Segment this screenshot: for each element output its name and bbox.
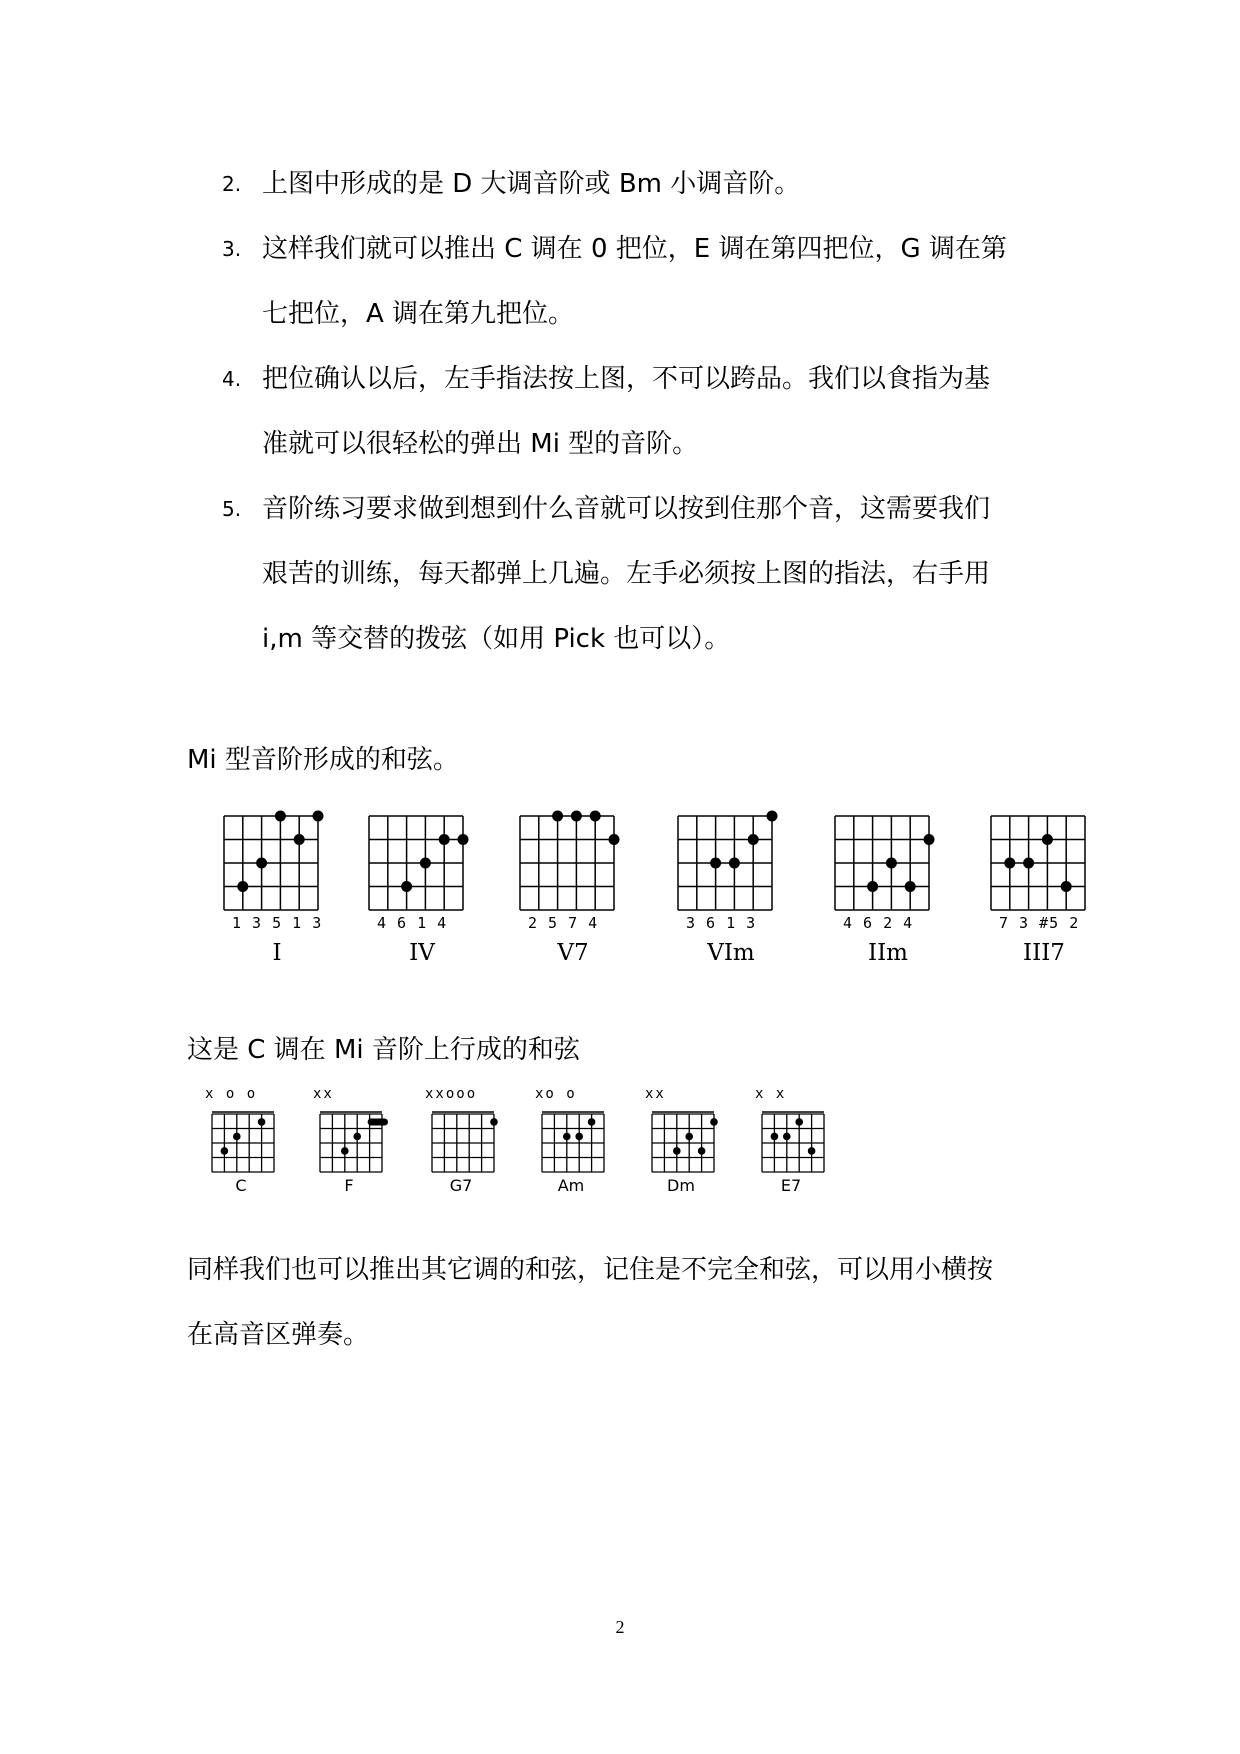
finger-dot	[552, 811, 563, 822]
finger-dot	[313, 811, 324, 822]
chord-name: Dm	[667, 1176, 695, 1195]
list-text: i,m 等交替的拨弦（如用 Pick 也可以）。	[262, 624, 731, 654]
chord-name: G7	[449, 1176, 473, 1195]
finger-dot	[490, 1118, 498, 1126]
roman-numeral: VIm	[707, 940, 755, 966]
finger-dot	[1023, 858, 1034, 869]
chord-diagram	[367, 814, 465, 912]
finger-dot	[275, 811, 286, 822]
chord-diagram	[222, 814, 320, 912]
finger-dot	[258, 1118, 266, 1126]
string-marks: xo o	[535, 1086, 577, 1102]
finger-dot	[294, 834, 305, 845]
chord-name: Am	[557, 1176, 585, 1195]
heading-c-chords: 这是 C 调在 Mi 音阶上行成的和弦	[187, 1035, 580, 1065]
fretboard-grid	[518, 814, 616, 912]
finger-dot	[609, 834, 620, 845]
chord-diagram	[210, 1110, 286, 1176]
chord-diagram	[760, 1110, 836, 1176]
string-marks: x o o	[205, 1086, 258, 1102]
fretboard-grid	[676, 814, 774, 912]
finger-dot	[588, 1118, 596, 1126]
chord-diagram	[989, 814, 1087, 912]
finger-dot	[420, 858, 431, 869]
list-text: 艰苦的训练，每天都弹上几遍。左手必须按上图的指法，右手用	[262, 559, 991, 589]
finger-dot	[439, 834, 450, 845]
finger-dot	[808, 1147, 816, 1155]
list-text: 七把位，A 调在第九把位。	[262, 299, 575, 329]
finger-dot	[401, 881, 412, 892]
finger-dot	[1004, 858, 1015, 869]
chord-name: F	[344, 1176, 354, 1195]
finger-dot	[886, 858, 897, 869]
numbered-list	[222, 152, 1102, 672]
fretboard-grid	[650, 1110, 726, 1176]
list-number: 4.	[222, 367, 242, 391]
finger-dot	[673, 1147, 681, 1155]
closing-line: 同样我们也可以推出其它调的和弦，记住是不完全和弦，可以用小横按	[187, 1255, 994, 1285]
scale-degree-numbers: 3 6 1 3	[686, 914, 757, 932]
finger-dot	[867, 881, 878, 892]
roman-numeral: IV	[409, 940, 435, 966]
finger-dot	[771, 1133, 779, 1141]
finger-dot	[748, 834, 759, 845]
list-number: 2.	[222, 172, 242, 196]
fretboard-grid	[540, 1110, 616, 1176]
roman-numeral: III7	[1023, 940, 1065, 966]
scale-degree-numbers: 1 3 5 1 3	[232, 914, 323, 932]
list-text: 准就可以很轻松的弹出 Mi 型的音阶。	[262, 429, 699, 459]
list-number: 5.	[222, 497, 242, 521]
closing-line: 在高音区弹奏。	[187, 1320, 370, 1350]
chord-diagram	[540, 1110, 616, 1176]
fretboard-grid	[318, 1110, 394, 1176]
chord-diagram	[318, 1110, 394, 1176]
chord-name: C	[235, 1176, 247, 1195]
finger-dot	[795, 1118, 803, 1126]
chord-diagram	[430, 1110, 506, 1176]
chord-diagram	[518, 814, 616, 912]
chord-diagram	[650, 1110, 726, 1176]
fretboard-grid	[210, 1110, 286, 1176]
list-text: 上图中形成的是 D 大调音阶或 Bm 小调音阶。	[262, 169, 801, 199]
string-marks: xx	[645, 1086, 666, 1102]
roman-numeral: IIm	[868, 940, 908, 966]
list-number: 3.	[222, 237, 242, 261]
finger-dot	[767, 811, 778, 822]
scale-degree-numbers: 2 5 7 4	[528, 914, 599, 932]
finger-dot	[575, 1133, 583, 1141]
barre-mark	[368, 1118, 388, 1125]
string-marks: xxooo	[425, 1086, 478, 1102]
roman-numeral: I	[272, 940, 282, 966]
finger-dot	[237, 881, 248, 892]
chord-name: E7	[780, 1176, 802, 1195]
list-item	[222, 152, 1102, 217]
string-marks: xx	[313, 1086, 334, 1102]
finger-dot	[685, 1133, 693, 1141]
finger-dot	[563, 1133, 571, 1141]
finger-dot	[924, 834, 935, 845]
scale-degree-numbers: 7 3 #5 2	[999, 914, 1080, 932]
fretboard-grid	[989, 814, 1087, 912]
finger-dot	[590, 811, 601, 822]
finger-dot	[233, 1133, 241, 1141]
finger-dot	[256, 858, 267, 869]
finger-dot	[905, 881, 916, 892]
fretboard-grid	[833, 814, 931, 912]
list-item	[222, 477, 1102, 672]
finger-dot	[221, 1147, 229, 1155]
finger-dot	[341, 1147, 349, 1155]
fretboard-grid	[430, 1110, 506, 1176]
chord-diagram	[676, 814, 774, 912]
finger-dot	[458, 834, 469, 845]
page-number: 2	[615, 1617, 625, 1637]
finger-dot	[353, 1133, 361, 1141]
list-text: 这样我们就可以推出 C 调在 0 把位，E 调在第四把位，G 调在第	[262, 234, 1007, 264]
finger-dot	[710, 1118, 718, 1126]
finger-dot	[1061, 881, 1072, 892]
heading-mi-chords: Mi 型音阶形成的和弦。	[187, 745, 459, 775]
finger-dot	[783, 1133, 791, 1141]
finger-dot	[710, 858, 721, 869]
list-text: 音阶练习要求做到想到什么音就可以按到住那个音，这需要我们	[262, 494, 991, 524]
string-marks: x x	[755, 1086, 787, 1102]
chord-diagram	[833, 814, 931, 912]
finger-dot	[729, 858, 740, 869]
fretboard-grid	[367, 814, 465, 912]
fretboard-grid	[760, 1110, 836, 1176]
finger-dot	[571, 811, 582, 822]
list-text: 把位确认以后，左手指法按上图，不可以跨品。我们以食指为基	[262, 364, 991, 394]
finger-dot	[1042, 834, 1053, 845]
list-item	[222, 217, 1102, 347]
roman-numeral: V7	[557, 940, 589, 966]
list-item	[222, 347, 1102, 477]
finger-dot	[698, 1147, 706, 1155]
scale-degree-numbers: 4 6 1 4	[377, 914, 448, 932]
fretboard-grid	[222, 814, 320, 912]
scale-degree-numbers: 4 6 2 4	[843, 914, 914, 932]
closing-paragraph	[187, 1238, 993, 1368]
